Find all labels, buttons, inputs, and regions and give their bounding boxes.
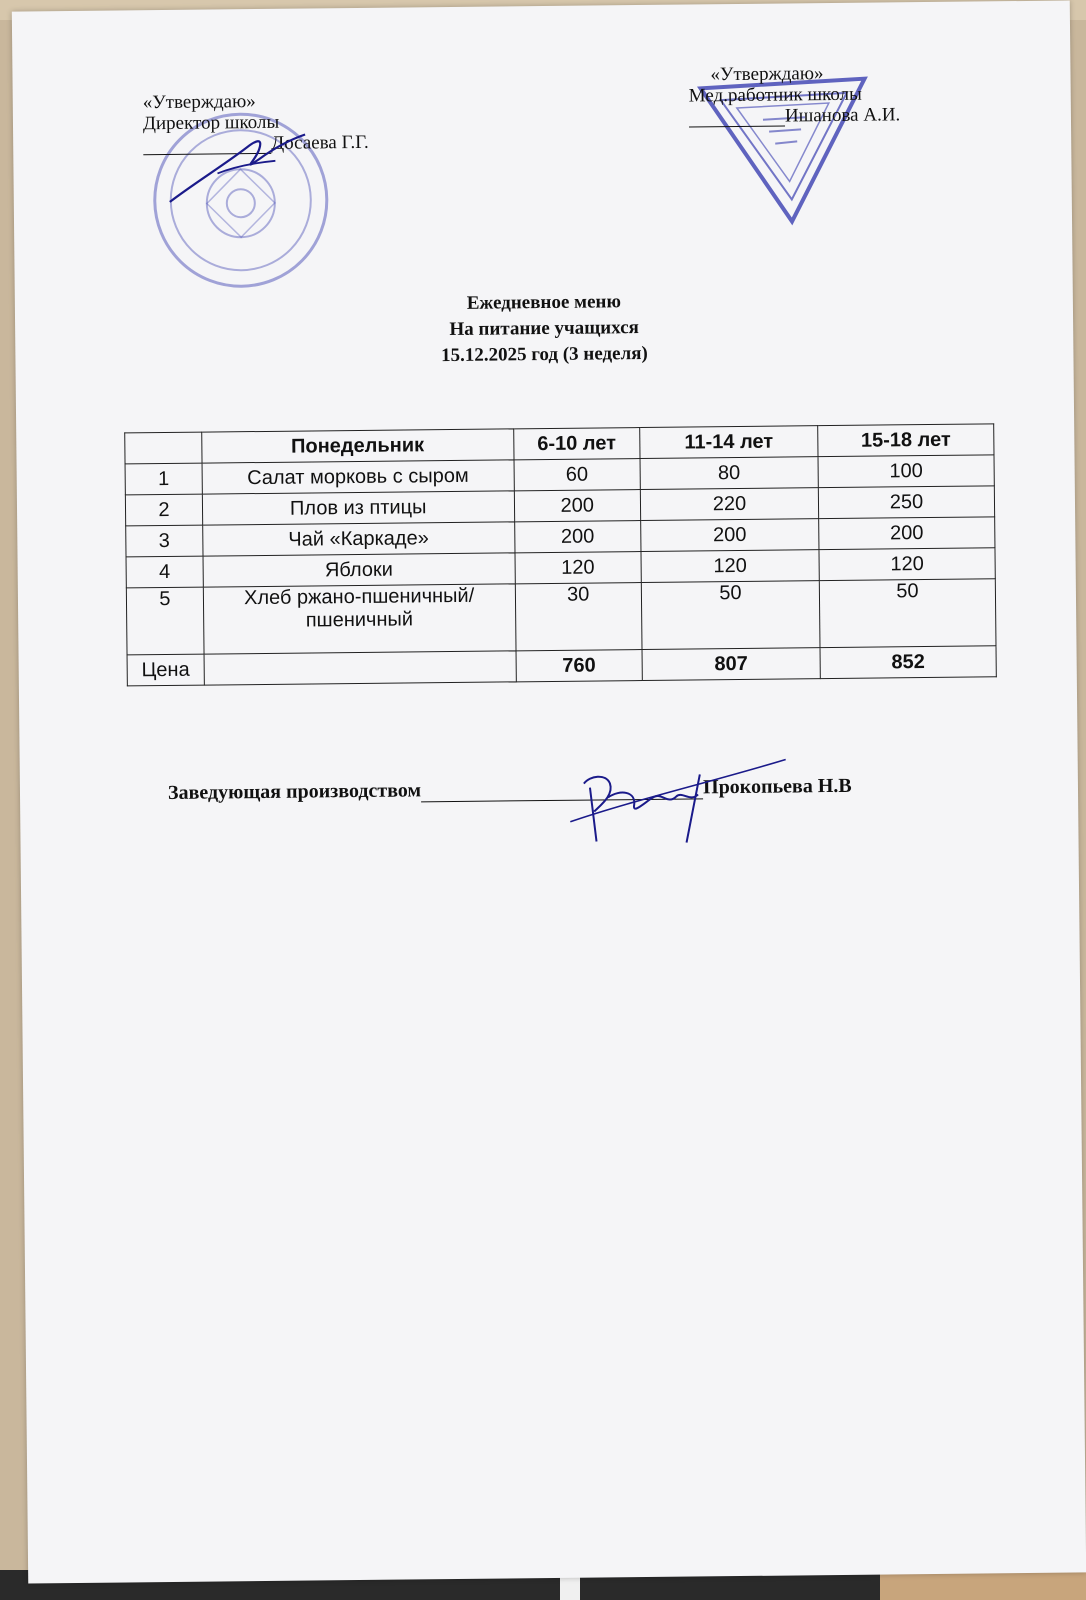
price-6-10: 760: [516, 650, 643, 682]
portion-6-10: 200: [514, 521, 641, 553]
approval-signature-row: [689, 104, 901, 127]
portion-15-18: 100: [818, 455, 994, 488]
signature-line: [689, 109, 785, 127]
price-empty-cell: [204, 651, 516, 685]
row-number: 5: [126, 587, 204, 655]
portion-15-18: 250: [818, 486, 994, 519]
title-line-3: 15.12.2025 год (3 неделя): [440, 342, 648, 367]
dish-name: Плов из птицы: [202, 491, 514, 525]
approval-label: «Утверждаю»: [142, 91, 256, 114]
portion-11-14: 120: [641, 550, 819, 583]
portion-15-18: 120: [819, 548, 995, 581]
portion-6-10: 120: [515, 552, 642, 584]
portion-11-14: 50: [641, 581, 820, 650]
header-cell: [125, 432, 202, 464]
approval-block-medic: [688, 62, 900, 127]
portion-6-10: 30: [515, 583, 642, 651]
approval-name: Досаева Г.Г.: [271, 131, 369, 154]
approval-role: Мед.работник школы: [688, 83, 862, 107]
portion-15-18: 50: [819, 579, 996, 648]
dish-name: Чай «Каркаде»: [203, 522, 515, 556]
footer-name: Прокопьева Н.В: [702, 774, 852, 799]
menu-table: [124, 423, 997, 686]
row-number: 2: [125, 494, 202, 526]
price-11-14: 807: [642, 648, 820, 681]
portion-6-10: 60: [514, 459, 641, 491]
portion-6-10: 200: [514, 490, 641, 522]
dish-name: Салат морковь с сыром: [202, 460, 514, 494]
footer-role: Заведующая производством: [167, 779, 422, 804]
dish-name: Хлеб ржано-пшеничный/пшеничный: [203, 584, 515, 654]
portion-11-14: 200: [641, 519, 819, 552]
portion-11-14: 80: [640, 457, 818, 490]
dish-name: Яблоки: [203, 553, 515, 587]
row-number: 1: [125, 463, 202, 495]
row-number: 4: [126, 556, 203, 588]
approval-label: «Утверждаю»: [710, 63, 824, 86]
price-15-18: 852: [820, 646, 996, 679]
portion-11-14: 220: [640, 488, 818, 521]
portion-15-18: 200: [819, 517, 995, 550]
table-row: [126, 579, 996, 655]
header-cell: 11-14 лет: [640, 426, 818, 459]
title-line-1: Ежедневное меню: [466, 291, 622, 314]
price-label: Цена: [127, 654, 204, 686]
wood-surface: [880, 1570, 1086, 1600]
document-page: [12, 1, 1086, 1584]
row-number: 3: [126, 525, 203, 557]
document-title: [15, 284, 1074, 373]
header-cell: 6-10 лет: [513, 428, 640, 460]
approval-role: Директор школы: [142, 111, 280, 135]
director-signature: [163, 126, 314, 208]
header-cell: Понедельник: [202, 429, 514, 463]
header-cell: 15-18 лет: [818, 424, 994, 457]
approval-name: Ишанова А.И.: [784, 104, 901, 127]
title-line-2: На питание учащихся: [449, 317, 639, 341]
production-manager-signature: [550, 751, 791, 854]
